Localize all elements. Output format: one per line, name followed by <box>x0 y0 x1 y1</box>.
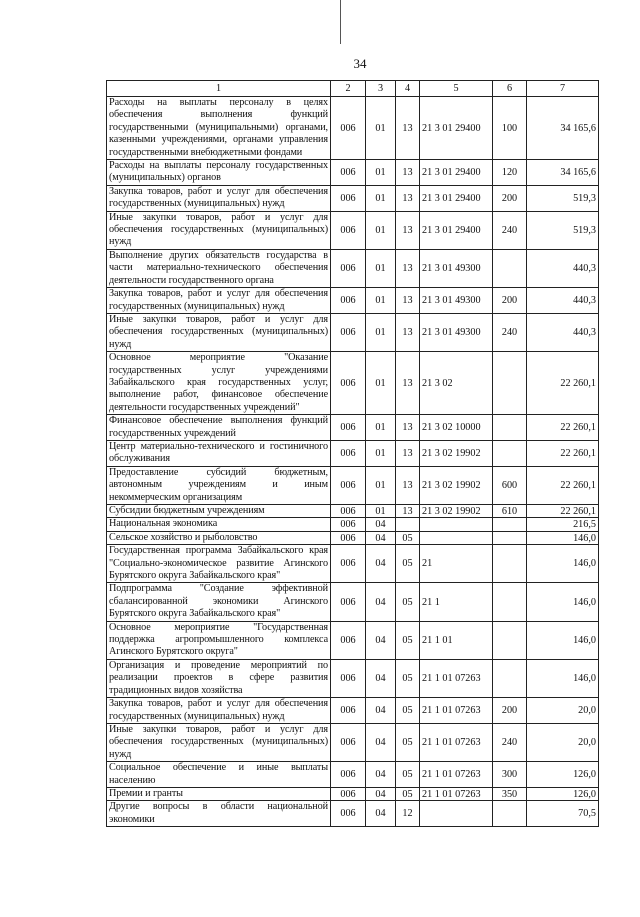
target-article-cell: 21 3 02 <box>420 352 493 415</box>
subsection-cell: 13 <box>396 505 420 518</box>
code-cell: 006 <box>331 723 366 761</box>
table-row <box>107 288 599 314</box>
table-row <box>107 518 599 531</box>
column-header: 4 <box>396 81 420 97</box>
item-name-cell: Организация и проведение мероприятий по реализации проектов в сфере развития традиционных видов хозяйства <box>107 659 331 697</box>
table-row <box>107 787 599 800</box>
section-cell: 04 <box>366 545 396 583</box>
section-cell: 01 <box>366 466 396 504</box>
table-row <box>107 97 599 160</box>
expense-type-cell <box>493 621 527 659</box>
target-article-cell: 21 3 01 49300 <box>420 313 493 351</box>
expense-type-cell: 120 <box>493 160 527 186</box>
code-cell: 006 <box>331 787 366 800</box>
subsection-cell: 05 <box>396 698 420 724</box>
amount-cell: 20,0 <box>527 723 599 761</box>
item-name-cell: Государственная программа Забайкальского края "Социально-экономическое развитие Агинского Бурятского округа Забайкальского края" <box>107 545 331 583</box>
column-header: 2 <box>331 81 366 97</box>
table-row <box>107 723 599 761</box>
subsection-cell: 13 <box>396 440 420 466</box>
table-row <box>107 505 599 518</box>
target-article-cell: 21 3 01 49300 <box>420 288 493 314</box>
amount-cell: 70,5 <box>527 801 599 827</box>
expense-type-cell <box>493 545 527 583</box>
code-cell: 006 <box>331 801 366 827</box>
amount-cell: 146,0 <box>527 531 599 544</box>
expense-type-cell <box>493 518 527 531</box>
target-article-cell: 21 <box>420 545 493 583</box>
target-article-cell: 21 1 01 07263 <box>420 787 493 800</box>
code-cell: 006 <box>331 583 366 621</box>
target-article-cell: 21 3 02 10000 <box>420 415 493 441</box>
target-article-cell: 21 1 01 <box>420 621 493 659</box>
expense-type-cell: 200 <box>493 288 527 314</box>
table-row <box>107 698 599 724</box>
item-name-cell: Предоставление субсидий бюджетным, автономным учреждениям и иным некоммерческим организациям <box>107 466 331 504</box>
amount-cell: 126,0 <box>527 787 599 800</box>
amount-cell: 519,3 <box>527 185 599 211</box>
target-article-cell: 21 1 <box>420 583 493 621</box>
target-article-cell: 21 3 01 49300 <box>420 249 493 287</box>
subsection-cell: 13 <box>396 97 420 160</box>
expense-type-cell: 350 <box>493 787 527 800</box>
section-cell: 04 <box>366 531 396 544</box>
section-cell: 01 <box>366 313 396 351</box>
subsection-cell: 05 <box>396 545 420 583</box>
column-header: 7 <box>527 81 599 97</box>
item-name-cell: Социальное обеспечение и иные выплаты населению <box>107 762 331 788</box>
item-name-cell: Премии и гранты <box>107 787 331 800</box>
subsection-cell: 13 <box>396 288 420 314</box>
code-cell: 006 <box>331 505 366 518</box>
table-row <box>107 440 599 466</box>
amount-cell: 34 165,6 <box>527 97 599 160</box>
subsection-cell: 05 <box>396 762 420 788</box>
table-row <box>107 466 599 504</box>
section-cell: 01 <box>366 211 396 249</box>
table-row <box>107 659 599 697</box>
subsection-cell: 05 <box>396 531 420 544</box>
table-row <box>107 160 599 186</box>
expense-type-cell <box>493 352 527 415</box>
column-header: 1 <box>107 81 331 97</box>
code-cell: 006 <box>331 160 366 186</box>
subsection-cell: 13 <box>396 249 420 287</box>
subsection-cell: 13 <box>396 160 420 186</box>
item-name-cell: Расходы на выплаты персоналу в целях обеспечения выполнения функций государственными (муниципальными) органами, казенными учреждениями, органами управления государственными внебюджетными фондами <box>107 97 331 160</box>
target-article-cell: 21 1 01 07263 <box>420 723 493 761</box>
expense-type-cell: 240 <box>493 313 527 351</box>
code-cell: 006 <box>331 97 366 160</box>
header-row <box>107 81 599 97</box>
expense-type-cell <box>493 415 527 441</box>
subsection-cell: 05 <box>396 621 420 659</box>
item-name-cell: Другие вопросы в области национальной экономики <box>107 801 331 827</box>
amount-cell: 146,0 <box>527 545 599 583</box>
item-name-cell: Выполнение других обязательств государства в части материально-технического обеспечения деятельности государственного органа <box>107 249 331 287</box>
table-row <box>107 762 599 788</box>
column-header: 5 <box>420 81 493 97</box>
code-cell: 006 <box>331 211 366 249</box>
table-row <box>107 185 599 211</box>
item-name-cell: Расходы на выплаты персоналу государственных (муниципальных) органов <box>107 160 331 186</box>
expense-type-cell: 300 <box>493 762 527 788</box>
item-name-cell: Финансовое обеспечение выполнения функций государственных учреждений <box>107 415 331 441</box>
section-cell: 04 <box>366 583 396 621</box>
item-name-cell: Центр материально-технического и гостиничного обслуживания <box>107 440 331 466</box>
item-name-cell: Закупка товаров, работ и услуг для обеспечения государственных (муниципальных) нужд <box>107 185 331 211</box>
section-cell: 01 <box>366 288 396 314</box>
column-header: 3 <box>366 81 396 97</box>
subsection-cell: 13 <box>396 352 420 415</box>
expense-type-cell: 600 <box>493 466 527 504</box>
expense-type-cell: 200 <box>493 185 527 211</box>
target-article-cell: 21 3 02 19902 <box>420 466 493 504</box>
code-cell: 006 <box>331 659 366 697</box>
section-cell: 01 <box>366 97 396 160</box>
table-row <box>107 352 599 415</box>
item-name-cell: Основное мероприятие "Оказание государственных услуг учреждениями Забайкальского края государственных услуг, выполнение работ, финансовое обеспечение деятельности государственных учреждений" <box>107 352 331 415</box>
code-cell: 006 <box>331 440 366 466</box>
amount-cell: 126,0 <box>527 762 599 788</box>
item-name-cell: Иные закупки товаров, работ и услуг для обеспечения государственных (муниципальных) нужд <box>107 313 331 351</box>
amount-cell: 519,3 <box>527 211 599 249</box>
amount-cell: 440,3 <box>527 249 599 287</box>
amount-cell: 146,0 <box>527 659 599 697</box>
item-name-cell: Закупка товаров, работ и услуг для обеспечения государственных (муниципальных) нужд <box>107 288 331 314</box>
expense-type-cell <box>493 531 527 544</box>
code-cell: 006 <box>331 698 366 724</box>
section-cell: 01 <box>366 185 396 211</box>
target-article-cell: 21 1 01 07263 <box>420 698 493 724</box>
amount-cell: 22 260,1 <box>527 352 599 415</box>
code-cell: 006 <box>331 313 366 351</box>
subsection-cell: 13 <box>396 211 420 249</box>
item-name-cell: Иные закупки товаров, работ и услуг для обеспечения государственных (муниципальных) нужд <box>107 723 331 761</box>
target-article-cell: 21 3 02 19902 <box>420 440 493 466</box>
amount-cell: 22 260,1 <box>527 440 599 466</box>
subsection-cell: 13 <box>396 185 420 211</box>
item-name-cell: Основное мероприятие "Государственная поддержка агропромышленного комплекса Агинского Бурятского округа" <box>107 621 331 659</box>
subsection-cell: 13 <box>396 313 420 351</box>
column-header: 6 <box>493 81 527 97</box>
section-cell: 01 <box>366 249 396 287</box>
section-cell: 04 <box>366 762 396 788</box>
amount-cell: 22 260,1 <box>527 466 599 504</box>
code-cell: 006 <box>331 621 366 659</box>
code-cell: 006 <box>331 249 366 287</box>
section-cell: 01 <box>366 160 396 186</box>
expense-type-cell: 240 <box>493 723 527 761</box>
subsection-cell: 05 <box>396 583 420 621</box>
target-article-cell: 21 3 02 19902 <box>420 505 493 518</box>
target-article-cell: 21 3 01 29400 <box>420 185 493 211</box>
item-name-cell: Национальная экономика <box>107 518 331 531</box>
item-name-cell: Закупка товаров, работ и услуг для обеспечения государственных (муниципальных) нужд <box>107 698 331 724</box>
amount-cell: 216,5 <box>527 518 599 531</box>
table-row <box>107 801 599 827</box>
amount-cell: 146,0 <box>527 621 599 659</box>
code-cell: 006 <box>331 415 366 441</box>
code-cell: 006 <box>331 531 366 544</box>
code-cell: 006 <box>331 545 366 583</box>
section-cell: 04 <box>366 518 396 531</box>
table-row <box>107 531 599 544</box>
page-number: 34 <box>353 56 367 71</box>
subsection-cell: 13 <box>396 415 420 441</box>
expense-type-cell <box>493 249 527 287</box>
code-cell: 006 <box>331 288 366 314</box>
amount-cell: 22 260,1 <box>527 415 599 441</box>
expense-type-cell: 240 <box>493 211 527 249</box>
expense-type-cell <box>493 659 527 697</box>
table-row <box>107 621 599 659</box>
fold-line <box>340 0 341 44</box>
expense-type-cell <box>493 440 527 466</box>
item-name-cell: Подпрограмма "Создание эффективной сбалансированной экономики Агинского Бурятского округа Забайкальского края" <box>107 583 331 621</box>
item-name-cell: Иные закупки товаров, работ и услуг для обеспечения государственных (муниципальных) нужд <box>107 211 331 249</box>
subsection-cell <box>396 518 420 531</box>
subsection-cell: 05 <box>396 787 420 800</box>
item-name-cell: Субсидии бюджетным учреждениям <box>107 505 331 518</box>
table-row <box>107 583 599 621</box>
target-article-cell: 21 1 01 07263 <box>420 659 493 697</box>
subsection-cell: 05 <box>396 723 420 761</box>
table-row <box>107 545 599 583</box>
target-article-cell <box>420 531 493 544</box>
target-article-cell: 21 1 01 07263 <box>420 762 493 788</box>
section-cell: 01 <box>366 415 396 441</box>
amount-cell: 22 260,1 <box>527 505 599 518</box>
section-cell: 04 <box>366 659 396 697</box>
amount-cell: 34 165,6 <box>527 160 599 186</box>
section-cell: 01 <box>366 440 396 466</box>
section-cell: 04 <box>366 787 396 800</box>
table-row <box>107 249 599 287</box>
target-article-cell: 21 3 01 29400 <box>420 160 493 186</box>
target-article-cell <box>420 801 493 827</box>
code-cell: 006 <box>331 762 366 788</box>
amount-cell: 20,0 <box>527 698 599 724</box>
code-cell: 006 <box>331 185 366 211</box>
expense-type-cell: 610 <box>493 505 527 518</box>
expense-type-cell <box>493 583 527 621</box>
code-cell: 006 <box>331 518 366 531</box>
subsection-cell: 13 <box>396 466 420 504</box>
expense-type-cell <box>493 801 527 827</box>
section-cell: 04 <box>366 723 396 761</box>
section-cell: 04 <box>366 621 396 659</box>
code-cell: 006 <box>331 466 366 504</box>
code-cell: 006 <box>331 352 366 415</box>
section-cell: 04 <box>366 801 396 827</box>
subsection-cell: 05 <box>396 659 420 697</box>
table-row <box>107 415 599 441</box>
expense-type-cell: 200 <box>493 698 527 724</box>
section-cell: 01 <box>366 505 396 518</box>
subsection-cell: 12 <box>396 801 420 827</box>
table-row <box>107 313 599 351</box>
target-article-cell: 21 3 01 29400 <box>420 97 493 160</box>
target-article-cell <box>420 518 493 531</box>
item-name-cell: Сельское хозяйство и рыболовство <box>107 531 331 544</box>
target-article-cell: 21 3 01 29400 <box>420 211 493 249</box>
budget-table <box>106 80 599 827</box>
amount-cell: 146,0 <box>527 583 599 621</box>
table-row <box>107 211 599 249</box>
amount-cell: 440,3 <box>527 288 599 314</box>
section-cell: 04 <box>366 698 396 724</box>
amount-cell: 440,3 <box>527 313 599 351</box>
section-cell: 01 <box>366 352 396 415</box>
expense-type-cell: 100 <box>493 97 527 160</box>
